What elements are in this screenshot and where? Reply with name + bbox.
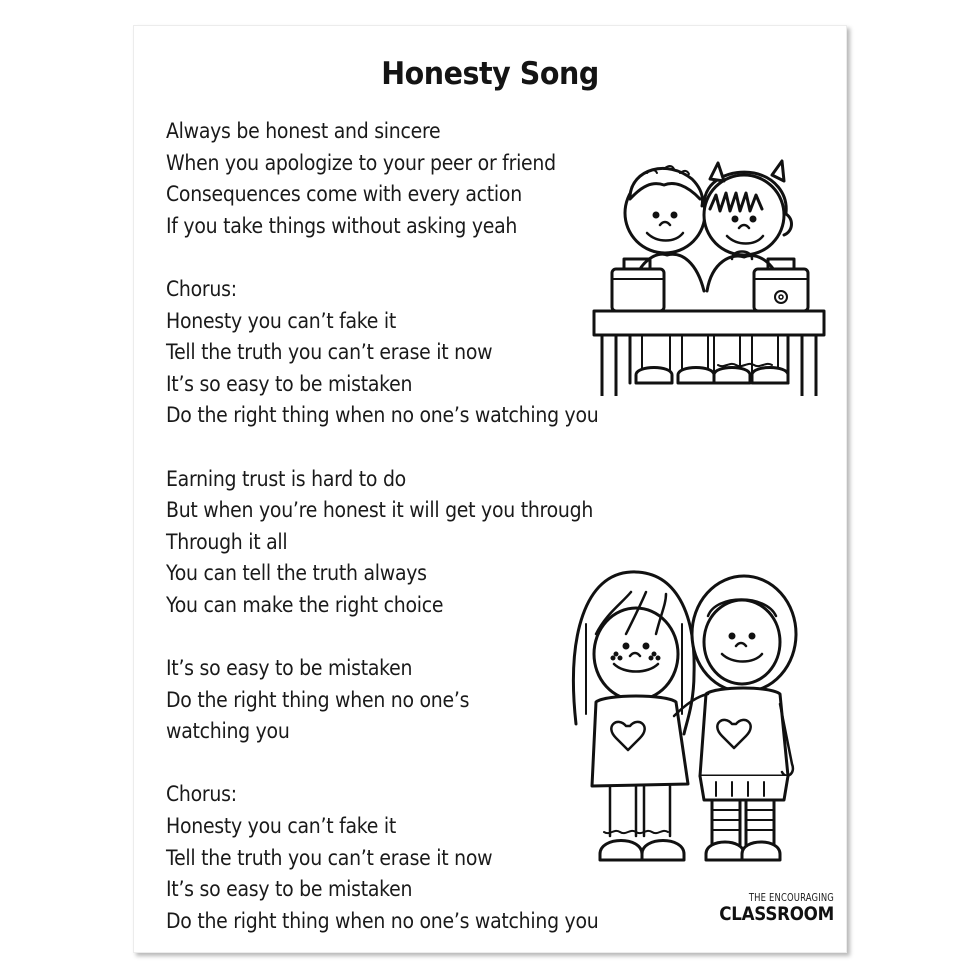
- lyric-line: Honesty you can’t fake it: [166, 308, 397, 333]
- lyric-line: Tell the truth you can’t erase it now: [166, 340, 493, 365]
- lyric-line: Consequences come with every action: [166, 182, 522, 207]
- chorus-label: Chorus:: [166, 276, 237, 301]
- friends-illustration: [566, 554, 806, 864]
- lyric-line: Always be honest and sincere: [166, 119, 441, 143]
- lyric-line: But when you’re honest it will get you through: [166, 498, 594, 523]
- lyric-line: When you apologize to your peer or friend: [166, 150, 556, 175]
- stanza-gap: [166, 432, 686, 464]
- lyric-line: It’s so easy to be mistaken: [166, 656, 413, 681]
- logo-bottom-text: CLASSROOM: [719, 903, 834, 925]
- lyric-line: You can tell the truth always: [166, 561, 427, 586]
- encouraging-classroom-logo: [702, 892, 834, 938]
- lyric-line: It’s so easy to be mistaken: [166, 877, 413, 902]
- lyric-line: You can make the right choice: [166, 592, 444, 617]
- lyric-line: watching you: [166, 719, 290, 744]
- lyric-line: If you take things without asking yeah: [166, 213, 518, 238]
- chorus-label: Chorus:: [166, 782, 237, 807]
- lyric-line: Do the right thing when no one’s: [166, 687, 470, 712]
- worksheet-page: [133, 25, 847, 953]
- lyric-line: Through it all: [166, 529, 288, 554]
- lyric-line: Do the right thing when no one’s watching you: [166, 403, 599, 428]
- lyric-line: Do the right thing when no one’s watching you: [166, 908, 599, 933]
- logo-top-text: THE ENCOURAGING: [748, 891, 834, 904]
- lyric-line: It’s so easy to be mistaken: [166, 371, 413, 396]
- lyric-line: Tell the truth you can’t erase it now: [166, 845, 493, 870]
- lyric-line: Honesty you can’t fake it: [166, 814, 397, 839]
- page-title: Honesty Song: [381, 56, 599, 92]
- lyric-line: Earning trust is hard to do: [166, 466, 406, 491]
- kids-at-desk-illustration: [592, 151, 827, 396]
